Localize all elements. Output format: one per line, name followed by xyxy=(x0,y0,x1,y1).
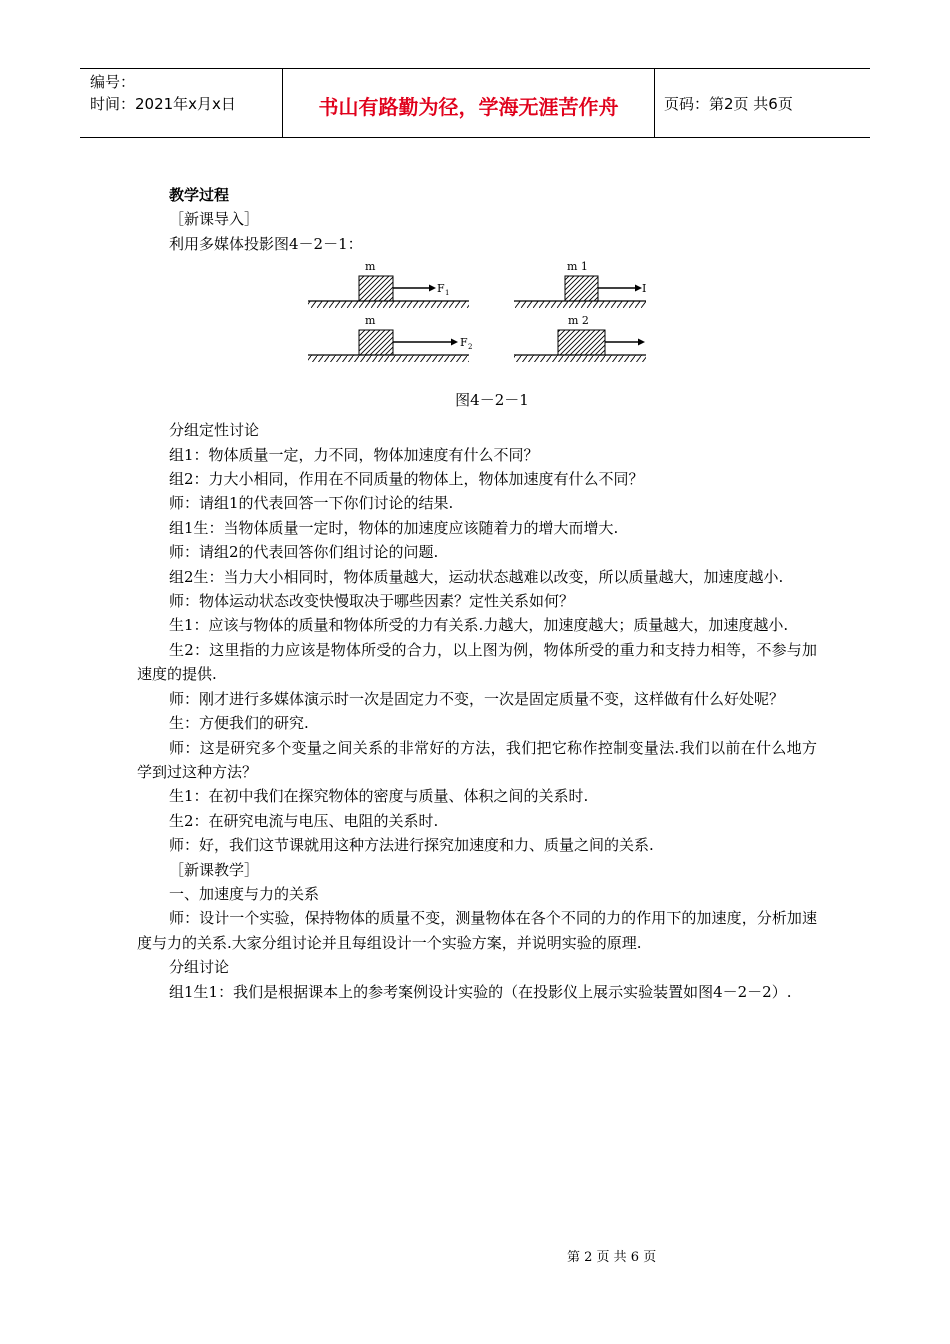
force-label: F xyxy=(460,336,468,350)
page-header xyxy=(80,68,870,138)
paragraph: 生2：这里指的力应该是物体所受的合力，以上图为例，物体所受的重力和支持力相等，不参与加速度的提供. xyxy=(137,640,817,684)
block xyxy=(359,276,393,301)
paragraph: 生2：在研究电流与电压、电阻的关系时. xyxy=(169,811,439,830)
block xyxy=(359,330,393,355)
number-label: 编号： xyxy=(90,73,136,91)
paragraph: 组1：物体质量一定，力不同，物体加速度有什么不同？ xyxy=(169,445,539,464)
mass-label: m 1 xyxy=(567,260,588,274)
paragraph: 师：刚才进行多媒体演示时一次是固定力不变，一次是固定质量不变，这样做有什么好处呢？ xyxy=(169,689,785,708)
section-title: 教学过程 xyxy=(169,186,230,204)
paragraph: 生1：在初中我们在探究物体的密度与质量、体积之间的关系时. xyxy=(169,787,589,806)
paragraph: 利用多媒体投影图4－2－1： xyxy=(169,234,363,253)
paragraph: 组1生1：我们是根据课本上的参考案例设计实验的（在投影仪上展示实验装置如图4－2－2）. xyxy=(169,982,792,1001)
figure-4-2-1 xyxy=(137,260,817,386)
header-motto: 书山有路勤为径，学海无涯苦作舟 xyxy=(318,95,619,119)
paragraph: 一、加速度与力的关系 xyxy=(169,884,320,903)
mass-label: m xyxy=(365,314,376,328)
header-page-info: 页码：第2页 共6页 xyxy=(664,95,793,113)
mass-label: m xyxy=(365,260,376,274)
paragraph: 师：这是研究多个变量之间关系的非常好的方法，我们把它称作控制变量法.我们以前在什么地方学到过这种方法？ xyxy=(137,738,817,781)
paragraph: 组2生：当力大小相同时，物体质量越大，运动状态越难以改变，所以质量越大，加速度越小. xyxy=(169,567,784,586)
force-diagram xyxy=(305,260,655,384)
force-subscript: 2 xyxy=(468,343,473,352)
arrow-head xyxy=(451,339,458,346)
document-body xyxy=(137,183,817,1004)
paragraph: 分组定性讨论 xyxy=(169,421,260,440)
arrow-head xyxy=(429,285,436,292)
paragraph: 分组讨论 xyxy=(169,958,230,977)
arrow-head xyxy=(635,285,642,292)
force-subscript: 1 xyxy=(445,289,450,298)
paragraph: 组2：力大小相同，作用在不同质量的物体上，物体加速度有什么不同？ xyxy=(169,470,644,489)
arrow-head xyxy=(638,339,645,346)
paragraph: 组1生：当物体质量一定时，物体的加速度应该随着力的增大而增大. xyxy=(169,518,619,537)
ground-hatch xyxy=(308,355,469,362)
mass-label: m 2 xyxy=(568,314,589,328)
paragraph: 师：好，我们这节课就用这种方法进行探究加速度和力、质量之间的关系. xyxy=(169,836,654,855)
paragraph: 师：请组2的代表回答你们组讨论的问题. xyxy=(169,543,439,562)
force-label: I xyxy=(642,282,647,296)
header-meta xyxy=(90,71,280,115)
ground-hatch xyxy=(514,301,646,308)
paragraph: ［新课导入］ xyxy=(169,210,260,229)
block xyxy=(565,276,598,301)
ground-hatch xyxy=(514,355,646,362)
paragraph: 生：方便我们的研究. xyxy=(169,714,309,733)
paragraph: 师：请组1的代表回答一下你们讨论的结果. xyxy=(169,494,454,513)
page-footer: 第 2 页 共 6 页 xyxy=(567,1250,657,1265)
paragraph: 生1：应该与物体的质量和物体所受的力有关系.力越大，加速度越大；质量越大，加速度越小. xyxy=(169,616,789,635)
block xyxy=(558,330,605,355)
header-divider xyxy=(654,69,655,137)
date-label: 时间：2021年x月x日 xyxy=(90,95,236,113)
force-label: F xyxy=(437,282,445,296)
ground-hatch xyxy=(308,301,469,308)
figure-caption: 图4－2－1 xyxy=(455,391,529,410)
paragraph: ［新课教学］ xyxy=(169,860,260,879)
paragraph: 师：物体运动状态改变快慢取决于哪些因素？定性关系如何？ xyxy=(169,592,575,611)
paragraph: 师：设计一个实验，保持物体的质量不变，测量物体在各个不同的力的作用下的加速度，分析加速度与力的关系.大家分组讨论并且每组设计一个实验方案，并说明实验的原理. xyxy=(137,909,817,952)
